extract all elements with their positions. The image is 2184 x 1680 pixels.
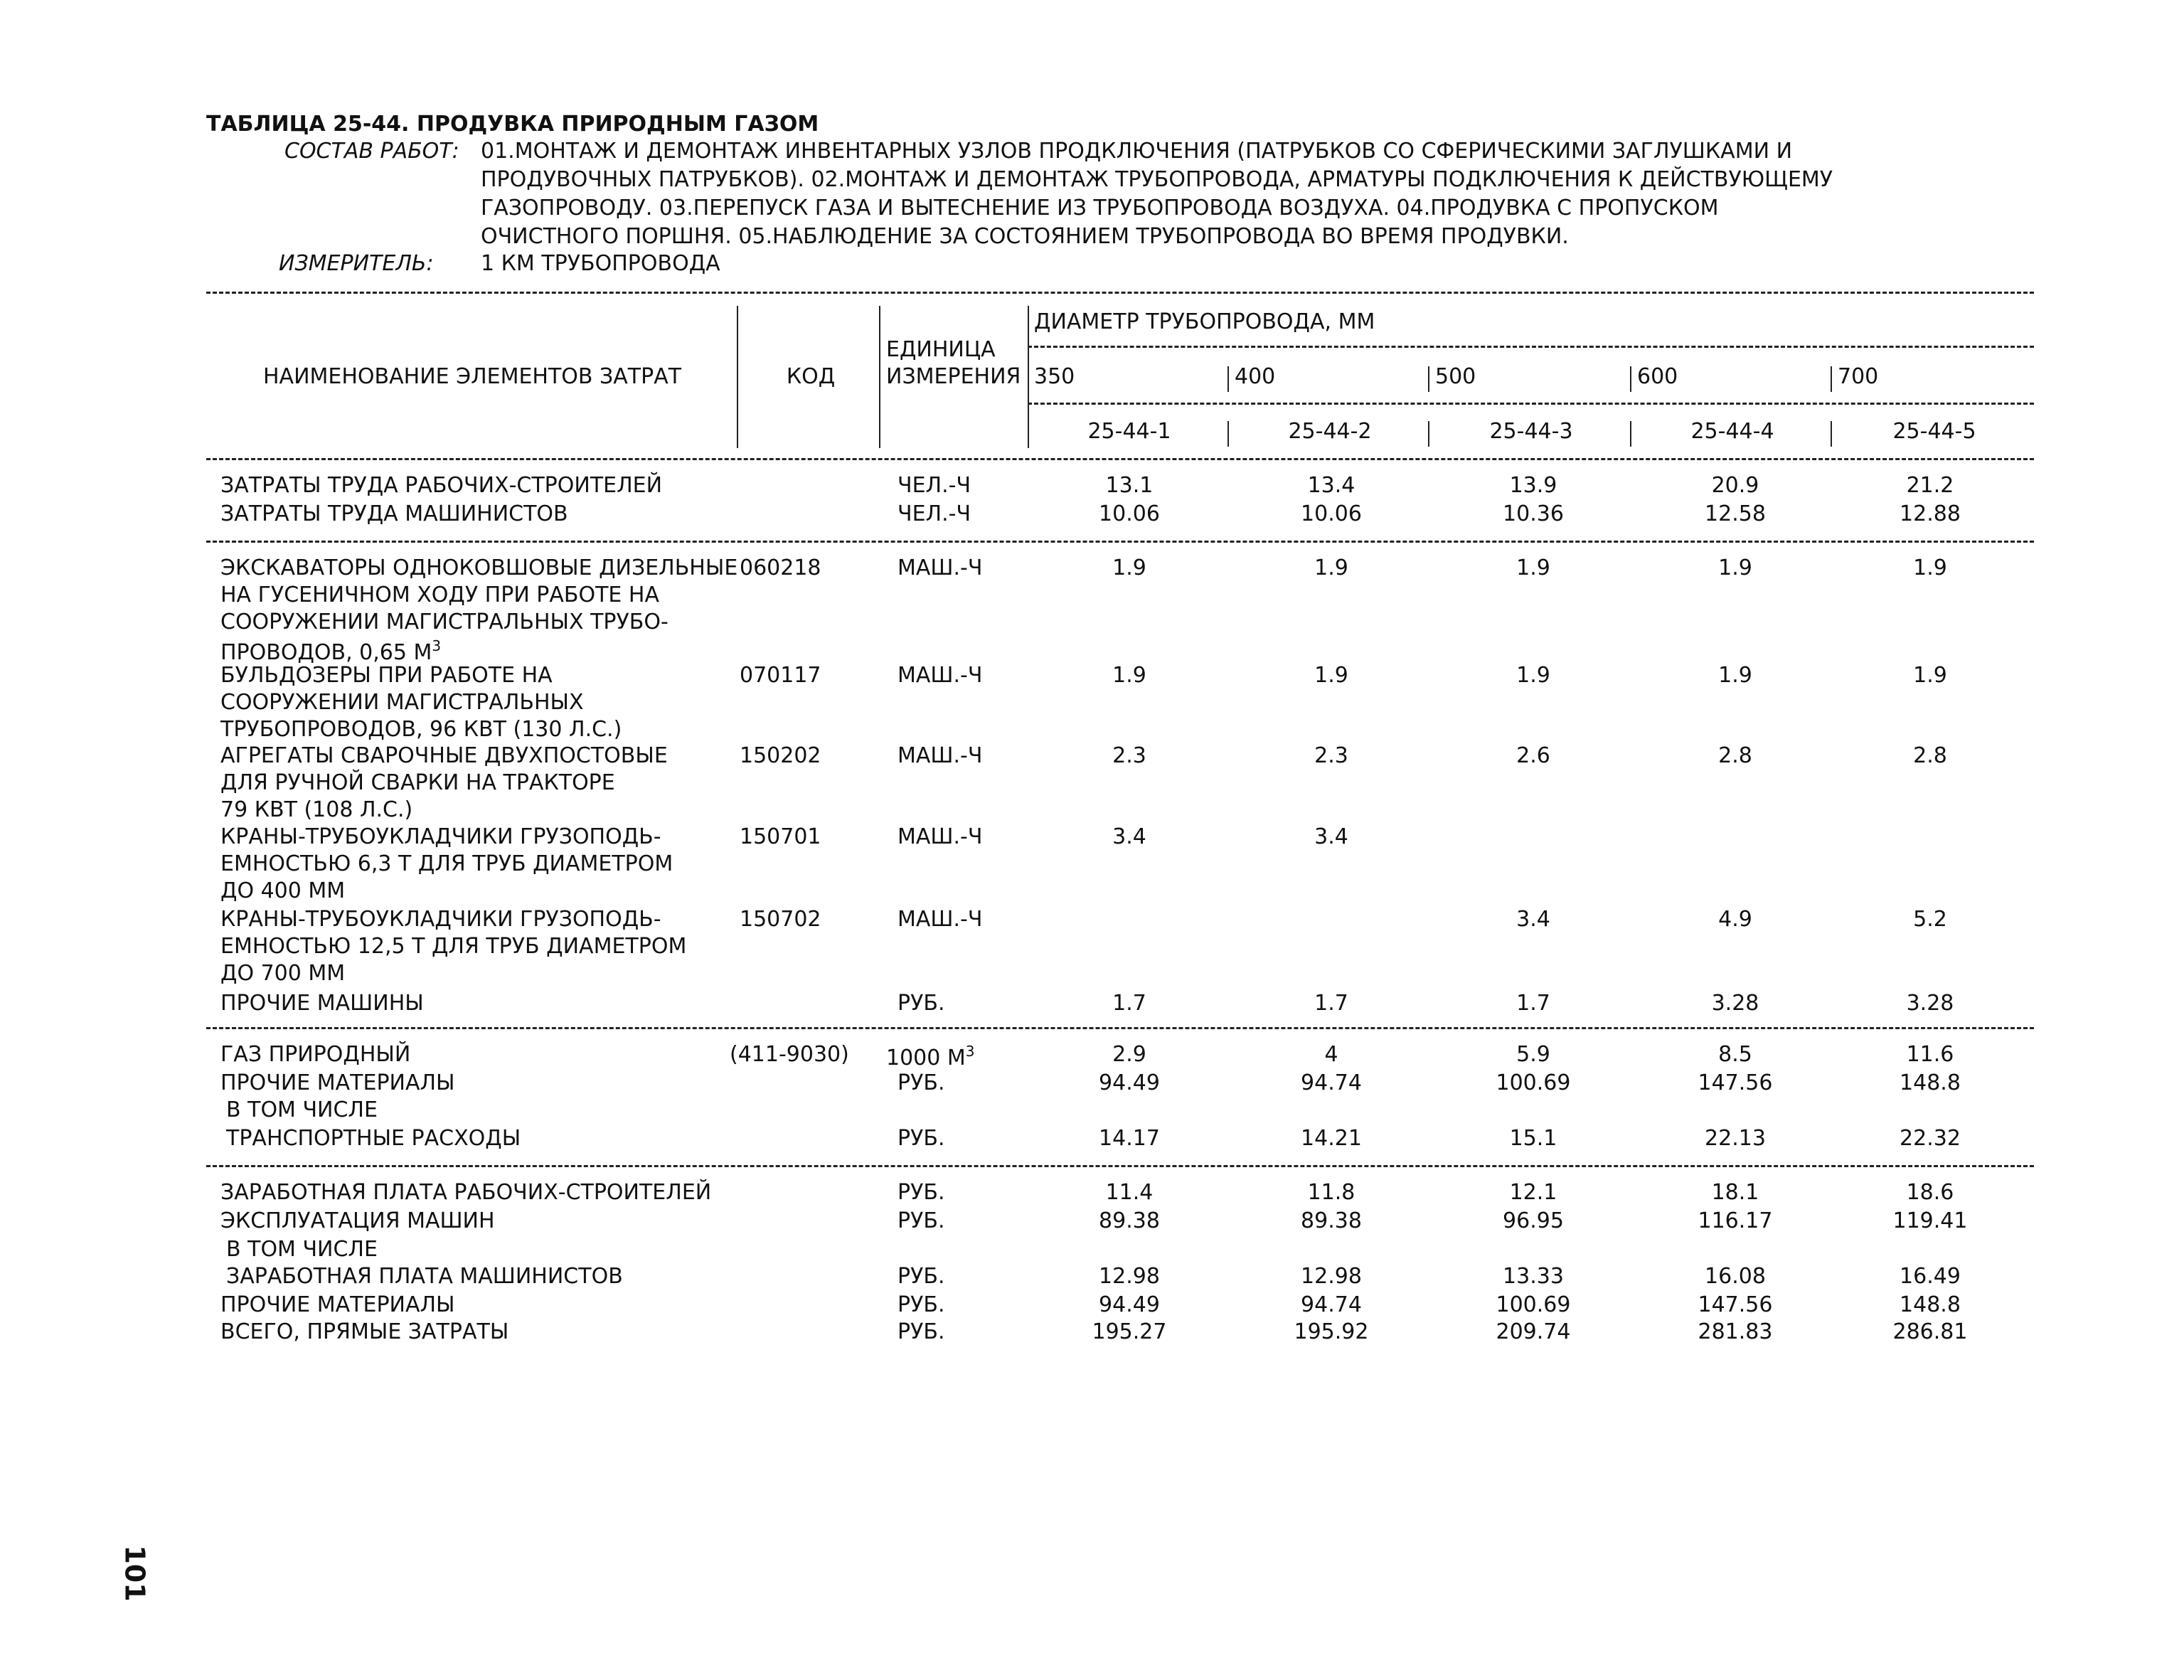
row-value-col-3: 209.74 bbox=[1496, 1319, 1571, 1344]
rule-section-2 bbox=[206, 1027, 2034, 1029]
row-value-col-2: 11.8 bbox=[1307, 1180, 1355, 1205]
row-value-col-3: 13.33 bbox=[1503, 1264, 1564, 1289]
page-number: 101 bbox=[119, 1545, 151, 1602]
row-value-col-1: 89.38 bbox=[1099, 1208, 1160, 1233]
row-value-col-3: 15.1 bbox=[1509, 1126, 1557, 1151]
row-value-col-1: 195.27 bbox=[1092, 1319, 1167, 1344]
header-code-1: 25-44-1 bbox=[1087, 419, 1171, 444]
row-unit-text: МАШ.-Ч bbox=[897, 824, 983, 849]
row-value-col-1: 14.17 bbox=[1099, 1126, 1160, 1151]
row-value-col-2: 10.06 bbox=[1301, 501, 1362, 526]
row-name-line: ЗАРАБОТНАЯ ПЛАТА РАБОЧИХ-СТРОИТЕЛЕЙ bbox=[220, 1180, 712, 1205]
rule-top bbox=[206, 292, 2034, 294]
row-value-col-1: 10.06 bbox=[1099, 501, 1160, 526]
row-value-col-2: 1.7 bbox=[1314, 991, 1348, 1016]
header-diameter-500: 500 bbox=[1435, 364, 1476, 389]
header-unit-col-1: ЕДИНИЦА bbox=[886, 337, 996, 362]
row-value-col-5: 1.9 bbox=[1913, 663, 1947, 688]
row-value-col-2: 4 bbox=[1324, 1042, 1338, 1067]
row-unit-text: РУБ. bbox=[897, 1070, 945, 1095]
row-name-line: АГРЕГАТЫ СВАРОЧНЫЕ ДВУХПОСТОВЫЕ bbox=[220, 743, 668, 768]
row-value-col-2: 94.74 bbox=[1301, 1292, 1362, 1317]
row-name-line: БУЛЬДОЗЕРЫ ПРИ РАБОТЕ НА bbox=[220, 663, 553, 688]
row-name-line: 79 КВТ (108 Л.С.) bbox=[220, 797, 413, 822]
row-value-col-5: 21.2 bbox=[1906, 473, 1954, 498]
izmeritel-label: ИЗМЕРИТЕЛЬ: bbox=[279, 251, 434, 276]
row-name-line: ПРОЧИЕ МАШИНЫ bbox=[220, 991, 424, 1016]
row-value-col-3: 2.6 bbox=[1516, 743, 1550, 768]
row-value-col-4: 16.08 bbox=[1705, 1264, 1766, 1289]
row-code: 150202 bbox=[740, 743, 821, 768]
row-name-line: ЗАТРАТЫ ТРУДА МАШИНИСТОВ bbox=[220, 501, 568, 526]
row-unit-text: МАШ.-Ч bbox=[897, 907, 983, 932]
row-name-line: ГАЗ ПРИРОДНЫЙ bbox=[220, 1042, 411, 1067]
row-value-col-3: 100.69 bbox=[1496, 1070, 1571, 1095]
row-unit-text: ЧЕЛ.-Ч bbox=[897, 501, 971, 526]
row-unit bbox=[897, 745, 982, 767]
header-code-2: 25-44-2 bbox=[1288, 419, 1372, 444]
row-value-col-4: 116.17 bbox=[1698, 1208, 1773, 1233]
row-name-text: ПРОВОДОВ, 0,65 М bbox=[220, 640, 432, 665]
row-name-line: ЗАРАБОТНАЯ ПЛАТА МАШИНИСТОВ bbox=[226, 1264, 623, 1289]
header-name-col: НАИМЕНОВАНИЕ ЭЛЕМЕНТОВ ЗАТРАТ bbox=[263, 364, 682, 389]
header-sep-d5 bbox=[1831, 366, 1832, 392]
sostav-line-1: 01.МОНТАЖ И ДЕМОНТАЖ ИНВЕНТАРНЫХ УЗЛОВ ПРОДКЛЮЧЕНИЯ (ПАТРУБКОВ СО СФЕРИЧЕСКИМИ ЗАГЛУШКАМИ И bbox=[481, 139, 1793, 164]
header-sep-c5 bbox=[1831, 421, 1832, 447]
header-sep-c3 bbox=[1428, 421, 1429, 447]
row-value-col-5: 12.88 bbox=[1900, 501, 1961, 526]
row-unit bbox=[897, 909, 982, 930]
row-value-col-2: 89.38 bbox=[1301, 1208, 1362, 1233]
row-name-line: КРАНЫ-ТРУБОУКЛАДЧИКИ ГРУЗОПОДЬ- bbox=[220, 907, 661, 932]
row-value-col-3: 96.95 bbox=[1503, 1208, 1564, 1233]
row-value-col-3: 3.4 bbox=[1516, 907, 1550, 932]
row-value-col-4: 22.13 bbox=[1705, 1126, 1766, 1151]
rule-header-mid bbox=[1028, 346, 2034, 348]
rule-header-low bbox=[1028, 403, 2034, 405]
row-value-col-1: 13.1 bbox=[1105, 473, 1154, 498]
row-unit bbox=[897, 475, 971, 496]
row-unit bbox=[897, 555, 983, 580]
row-unit-text: 1000 М bbox=[886, 1046, 966, 1070]
row-unit-text: РУБ. bbox=[897, 1208, 945, 1233]
sostav-label: СОСТАВ РАБОТ: bbox=[284, 139, 459, 164]
row-unit bbox=[897, 1208, 945, 1233]
row-value-col-5: 286.81 bbox=[1892, 1319, 1968, 1344]
row-value-col-1: 1.7 bbox=[1112, 991, 1146, 1016]
header-diameter-400: 400 bbox=[1235, 364, 1276, 389]
row-value-col-4: 4.9 bbox=[1718, 907, 1752, 932]
row-value-col-3: 1.9 bbox=[1516, 555, 1550, 580]
row-value-col-2: 2.3 bbox=[1314, 743, 1348, 768]
row-value-col-1: 3.4 bbox=[1112, 824, 1146, 849]
row-value-col-1: 2.9 bbox=[1112, 1042, 1146, 1067]
row-unit-text: РУБ. bbox=[897, 1319, 945, 1344]
row-unit bbox=[897, 501, 971, 526]
row-code: 150701 bbox=[740, 824, 821, 849]
row-value-col-2: 14.21 bbox=[1301, 1126, 1362, 1151]
row-code: (411-9030) bbox=[730, 1042, 849, 1067]
rule-header-bottom bbox=[206, 458, 2034, 460]
row-value-col-5: 1.9 bbox=[1913, 555, 1947, 580]
row-unit-text: ЧЕЛ.-Ч bbox=[897, 473, 971, 498]
row-name-line: В ТОМ ЧИСЛЕ bbox=[226, 1237, 378, 1262]
row-unit bbox=[897, 826, 982, 848]
row-unit bbox=[897, 1319, 945, 1344]
row-value-col-4: 1.9 bbox=[1718, 555, 1752, 580]
izmeritel-value: 1 КМ ТРУБОПРОВОДА bbox=[481, 251, 720, 276]
row-value-col-1: 2.3 bbox=[1112, 743, 1146, 768]
row-code: 150702 bbox=[740, 907, 821, 932]
row-value-col-3: 13.9 bbox=[1509, 473, 1557, 498]
row-name-line: В ТОМ ЧИСЛЕ bbox=[226, 1097, 378, 1122]
header-sep-2 bbox=[879, 306, 880, 448]
row-value-col-5: 22.32 bbox=[1900, 1126, 1961, 1151]
row-unit bbox=[897, 1182, 945, 1203]
row-value-col-5: 3.28 bbox=[1906, 991, 1954, 1016]
superscript: 3 bbox=[432, 637, 442, 654]
row-value-col-3: 12.1 bbox=[1509, 1180, 1557, 1205]
row-name-line: ЭКСКАВАТОРЫ ОДНОКОВШОВЫЕ ДИЗЕЛЬНЫЕ bbox=[220, 555, 738, 580]
row-name-line: ПРОЧИЕ МАТЕРИАЛЫ bbox=[220, 1292, 455, 1317]
sostav-line-4: ОЧИСТНОГО ПОРШНЯ. 05.НАБЛЮДЕНИЕ ЗА СОСТОЯНИЕМ ТРУБОПРОВОДА ВО ВРЕМЯ ПРОДУВКИ. bbox=[481, 224, 1569, 249]
row-unit bbox=[886, 1044, 975, 1069]
row-value-col-4: 18.1 bbox=[1711, 1180, 1759, 1205]
row-unit-text: РУБ. bbox=[897, 1264, 945, 1289]
row-value-col-1: 94.49 bbox=[1099, 1070, 1160, 1095]
row-value-col-3: 10.36 bbox=[1503, 501, 1564, 526]
row-value-col-5: 11.6 bbox=[1906, 1042, 1954, 1067]
rule-section-1 bbox=[206, 541, 2034, 543]
header-code-4: 25-44-4 bbox=[1690, 419, 1774, 444]
header-sep-c4 bbox=[1630, 421, 1631, 447]
row-value-col-4: 147.56 bbox=[1698, 1070, 1773, 1095]
row-name-line: ВСЕГО, ПРЯМЫЕ ЗАТРАТЫ bbox=[220, 1319, 509, 1344]
header-code-col: КОД bbox=[786, 364, 836, 389]
row-name-line: ЕМНОСТЬЮ 12,5 Т ДЛЯ ТРУБ ДИАМЕТРОМ bbox=[220, 934, 687, 959]
row-value-col-1: 12.98 bbox=[1099, 1264, 1160, 1289]
row-unit bbox=[897, 1294, 945, 1316]
row-value-col-4: 147.56 bbox=[1698, 1292, 1773, 1317]
row-name-line: ДЛЯ РУЧНОЙ СВАРКИ НА ТРАКТОРЕ bbox=[220, 770, 615, 795]
header-sep-d3 bbox=[1428, 366, 1429, 392]
row-name-line: ПРОЧИЕ МАТЕРИАЛЫ bbox=[220, 1070, 455, 1095]
row-unit-text: РУБ. bbox=[897, 1180, 945, 1205]
header-code-5: 25-44-5 bbox=[1892, 419, 1976, 444]
row-name-line: ТРУБОПРОВОДОВ, 96 КВТ (130 Л.С.) bbox=[220, 717, 622, 742]
row-value-col-2: 195.92 bbox=[1294, 1319, 1369, 1344]
row-value-col-4: 3.28 bbox=[1711, 991, 1759, 1016]
row-name-line: КРАНЫ-ТРУБОУКЛАДЧИКИ ГРУЗОПОДЬ- bbox=[220, 824, 661, 849]
row-value-col-2: 94.74 bbox=[1301, 1070, 1362, 1095]
row-name-line: СООРУЖЕНИИ МАГИСТРАЛЬНЫХ ТРУБО- bbox=[220, 610, 668, 634]
row-value-col-4: 20.9 bbox=[1711, 473, 1759, 498]
row-value-col-1: 1.9 bbox=[1112, 663, 1146, 688]
row-unit bbox=[897, 1070, 945, 1095]
row-value-col-2: 1.9 bbox=[1314, 663, 1348, 688]
row-unit bbox=[897, 1266, 945, 1287]
row-unit-text: РУБ. bbox=[897, 991, 945, 1016]
row-value-col-2: 13.4 bbox=[1307, 473, 1355, 498]
row-name-line: ДО 700 ММ bbox=[220, 961, 346, 986]
sostav-line-2: ПРОДУВОЧНЫХ ПАТРУБКОВ). 02.МОНТАЖ И ДЕМОНТАЖ ТРУБОПРОВОДА, АРМАТУРЫ ПОДКЛЮЧЕНИЯ К ДЕЙСТВУЮЩЕМУ bbox=[481, 167, 1833, 192]
header-unit-col-2: ИЗМЕРЕНИЯ bbox=[886, 364, 1021, 389]
header-sep-1 bbox=[737, 306, 738, 448]
header-code-3: 25-44-3 bbox=[1489, 419, 1573, 444]
row-value-col-5: 148.8 bbox=[1900, 1292, 1961, 1317]
row-unit-text: РУБ. bbox=[897, 1292, 945, 1317]
row-unit-text: МАШ.-Ч bbox=[897, 555, 983, 580]
row-value-col-4: 8.5 bbox=[1718, 1042, 1752, 1067]
row-value-col-5: 5.2 bbox=[1913, 907, 1947, 932]
row-code: 060218 bbox=[740, 555, 821, 580]
row-value-col-4: 12.58 bbox=[1705, 501, 1766, 526]
row-unit-text: РУБ. bbox=[897, 1126, 945, 1151]
row-unit-text: МАШ.-Ч bbox=[897, 743, 983, 768]
row-value-col-2: 1.9 bbox=[1314, 555, 1348, 580]
header-diameter-350: 350 bbox=[1034, 364, 1075, 389]
row-value-col-2: 12.98 bbox=[1301, 1264, 1362, 1289]
row-name-line: ТРАНСПОРТНЫЕ РАСХОДЫ bbox=[226, 1126, 521, 1151]
header-sep-d2 bbox=[1227, 366, 1229, 392]
row-value-col-5: 148.8 bbox=[1900, 1070, 1961, 1095]
row-unit bbox=[897, 993, 945, 1014]
row-value-col-2: 3.4 bbox=[1314, 824, 1348, 849]
row-value-col-3: 5.9 bbox=[1516, 1042, 1550, 1067]
row-value-col-1: 1.9 bbox=[1112, 555, 1146, 580]
row-name-line: ДО 400 ММ bbox=[220, 878, 346, 903]
row-value-col-3: 100.69 bbox=[1496, 1292, 1571, 1317]
row-name-line: ЗАТРАТЫ ТРУДА РАБОЧИХ-СТРОИТЕЛЕЙ bbox=[220, 473, 663, 498]
header-diameter-700: 700 bbox=[1838, 364, 1879, 389]
row-value-col-1: 94.49 bbox=[1099, 1292, 1160, 1317]
header-sep-d4 bbox=[1630, 366, 1631, 392]
row-unit bbox=[897, 665, 982, 686]
row-value-col-3: 1.7 bbox=[1516, 991, 1550, 1016]
rule-section-3 bbox=[206, 1165, 2034, 1167]
sostav-line-3: ГАЗОПРОВОДУ. 03.ПЕРЕПУСК ГАЗА И ВЫТЕСНЕНИЕ ИЗ ТРУБОПРОВОДА ВОЗДУХА. 04.ПРОДУВКА С ПРОПУСКОМ bbox=[481, 196, 1719, 220]
superscript: 3 bbox=[965, 1043, 975, 1060]
row-value-col-4: 281.83 bbox=[1698, 1319, 1773, 1344]
row-value-col-4: 2.8 bbox=[1718, 743, 1752, 768]
row-name-line: НА ГУСЕНИЧНОМ ХОДУ ПРИ РАБОТЕ НА bbox=[220, 583, 660, 607]
row-code: 070117 bbox=[740, 663, 821, 688]
row-name-line: ЭКСПЛУАТАЦИЯ МАШИН bbox=[220, 1208, 495, 1233]
row-name-line bbox=[220, 639, 441, 664]
table-title: ТАБЛИЦА 25-44. ПРОДУВКА ПРИРОДНЫМ ГАЗОМ bbox=[206, 112, 819, 137]
row-unit-text: МАШ.-Ч bbox=[897, 663, 983, 688]
header-sep-c2 bbox=[1227, 421, 1229, 447]
header-diameter-600: 600 bbox=[1637, 364, 1678, 389]
row-unit bbox=[897, 1128, 945, 1149]
header-diameter-title: ДИАМЕТР ТРУБОПРОВОДА, ММ bbox=[1034, 309, 1375, 334]
row-name-line: СООРУЖЕНИИ МАГИСТРАЛЬНЫХ bbox=[220, 690, 584, 715]
header-sep-3 bbox=[1028, 306, 1029, 448]
row-value-col-5: 119.41 bbox=[1892, 1208, 1968, 1233]
row-value-col-3: 1.9 bbox=[1516, 663, 1550, 688]
row-value-col-4: 1.9 bbox=[1718, 663, 1752, 688]
row-value-col-5: 16.49 bbox=[1900, 1264, 1961, 1289]
row-name-line: ЕМНОСТЬЮ 6,3 Т ДЛЯ ТРУБ ДИАМЕТРОМ bbox=[220, 851, 673, 876]
row-value-col-1: 11.4 bbox=[1105, 1180, 1154, 1205]
row-value-col-5: 18.6 bbox=[1906, 1180, 1954, 1205]
row-value-col-5: 2.8 bbox=[1913, 743, 1947, 768]
